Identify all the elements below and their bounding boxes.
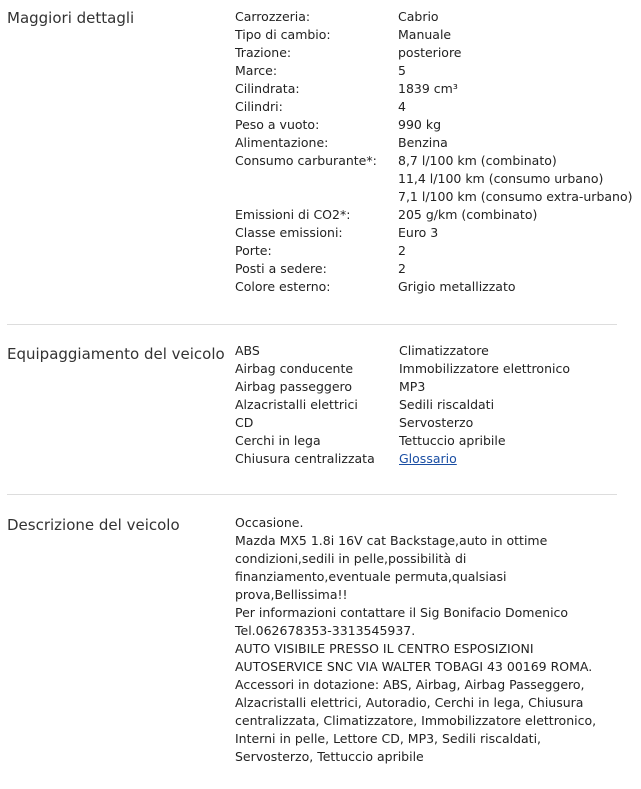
description-line: Servosterzo, Tettuccio apribile	[235, 749, 424, 764]
details-row	[235, 134, 633, 152]
description-line: Interni in pelle, Lettore CD, MP3, Sedili riscaldati,	[235, 731, 542, 746]
section-divider	[7, 494, 617, 495]
details-row	[235, 224, 633, 242]
description-line: prova,Bellissima!!	[235, 587, 348, 602]
equipment-section-title: Equipaggiamento del veicolo	[7, 345, 225, 363]
details-label: Trazione:	[235, 45, 292, 60]
details-value: 2	[398, 261, 406, 276]
details-label: Cilindri:	[235, 99, 283, 114]
details-row	[235, 260, 633, 278]
equipment-item: Tettuccio apribile	[399, 433, 506, 448]
details-label: Emissioni di CO2*:	[235, 207, 351, 222]
description-line: Occasione.	[235, 515, 304, 530]
details-label	[235, 170, 398, 188]
equipment-item: Alzacristalli elettrici	[235, 397, 358, 412]
details-row	[235, 26, 633, 44]
equipment-item: CD	[235, 415, 254, 430]
equipment-item: ABS	[235, 343, 260, 358]
description-line: AUTO VISIBILE PRESSO IL CENTRO ESPOSIZIONI	[235, 641, 534, 656]
details-value: 8,7 l/100 km (combinato)	[398, 153, 557, 168]
description-line: finanziamento,eventuale permuta,qualsiasi	[235, 569, 507, 584]
details-value: Benzina	[398, 135, 448, 150]
details-label: Consumo carburante*:	[235, 153, 377, 168]
details-value: Manuale	[398, 27, 452, 42]
equipment-list	[235, 342, 570, 468]
details-label: Classe emissioni:	[235, 225, 343, 240]
details-row	[235, 98, 633, 116]
description-line: Alzacristalli elettrici, Autoradio, Cerchi in lega, Chiusura	[235, 695, 584, 710]
details-value: Grigio metallizzato	[398, 279, 516, 294]
equipment-column-1	[235, 342, 399, 468]
details-value: 990 kg	[398, 117, 442, 132]
equipment-item: Immobilizzatore elettronico	[399, 361, 570, 376]
equipment-item: MP3	[399, 379, 426, 394]
details-value: posteriore	[398, 45, 462, 60]
details-row	[235, 242, 633, 260]
details-row	[235, 62, 633, 80]
details-label: Alimentazione:	[235, 135, 329, 150]
description-line: centralizzata, Climatizzatore, Immobilizzatore elettronico,	[235, 713, 597, 728]
equipment-item: Airbag passeggero	[235, 379, 353, 394]
description-line: condizioni,sedili in pelle,possibilità di	[235, 551, 467, 566]
details-label: Peso a vuoto:	[235, 117, 320, 132]
equipment-item: Chiusura centralizzata	[235, 451, 375, 466]
details-row	[235, 188, 633, 206]
details-row	[235, 116, 633, 134]
description-section-title: Descrizione del veicolo	[7, 516, 180, 534]
details-label: Tipo di cambio:	[235, 27, 331, 42]
details-row	[235, 170, 633, 188]
details-row	[235, 8, 633, 26]
section-divider	[7, 324, 617, 325]
details-label: Marce:	[235, 63, 278, 78]
description-line: Mazda MX5 1.8i 16V cat Backstage,auto in ottime	[235, 533, 548, 548]
details-label: Carrozzeria:	[235, 9, 311, 24]
equipment-column-2	[399, 342, 570, 468]
equipment-item: Cerchi in lega	[235, 433, 321, 448]
details-value: 205 g/km (combinato)	[398, 207, 538, 222]
equipment-item: Servosterzo	[399, 415, 474, 430]
details-row	[235, 278, 633, 296]
description-line: Tel.062678353-3313545937.	[235, 623, 416, 638]
details-table	[235, 8, 633, 296]
details-label: Colore esterno:	[235, 279, 331, 294]
details-row	[235, 206, 633, 224]
details-value: 7,1 l/100 km (consumo extra-urbano)	[398, 189, 633, 204]
details-value: Cabrio	[398, 9, 439, 24]
details-row	[235, 152, 633, 170]
details-value: 5	[398, 63, 406, 78]
details-label: Posti a sedere:	[235, 261, 327, 276]
details-value: 4	[398, 99, 406, 114]
equipment-item: Airbag conducente	[235, 361, 354, 376]
details-value: 2	[398, 243, 406, 258]
details-row	[235, 44, 633, 62]
details-value: 1839 cm³	[398, 81, 458, 96]
details-label: Cilindrata:	[235, 81, 300, 96]
details-value: Euro 3	[398, 225, 439, 240]
details-value: 11,4 l/100 km (consumo urbano)	[398, 171, 604, 186]
details-label	[235, 188, 398, 206]
details-section-title: Maggiori dettagli	[7, 9, 135, 27]
equipment-item: Sedili riscaldati	[399, 397, 495, 412]
vehicle-description	[235, 514, 605, 766]
details-label: Porte:	[235, 243, 272, 258]
description-line: Per informazioni contattare il Sig Bonifacio Domenico	[235, 605, 569, 620]
glossary-link[interactable]: Glossario	[399, 451, 457, 466]
equipment-item: Climatizzatore	[399, 343, 489, 358]
description-line: Accessori in dotazione: ABS, Airbag, Airbag Passeggero,	[235, 677, 585, 692]
details-row	[235, 80, 633, 98]
description-line: AUTOSERVICE SNC VIA WALTER TOBAGI 43 00169 ROMA.	[235, 659, 593, 674]
